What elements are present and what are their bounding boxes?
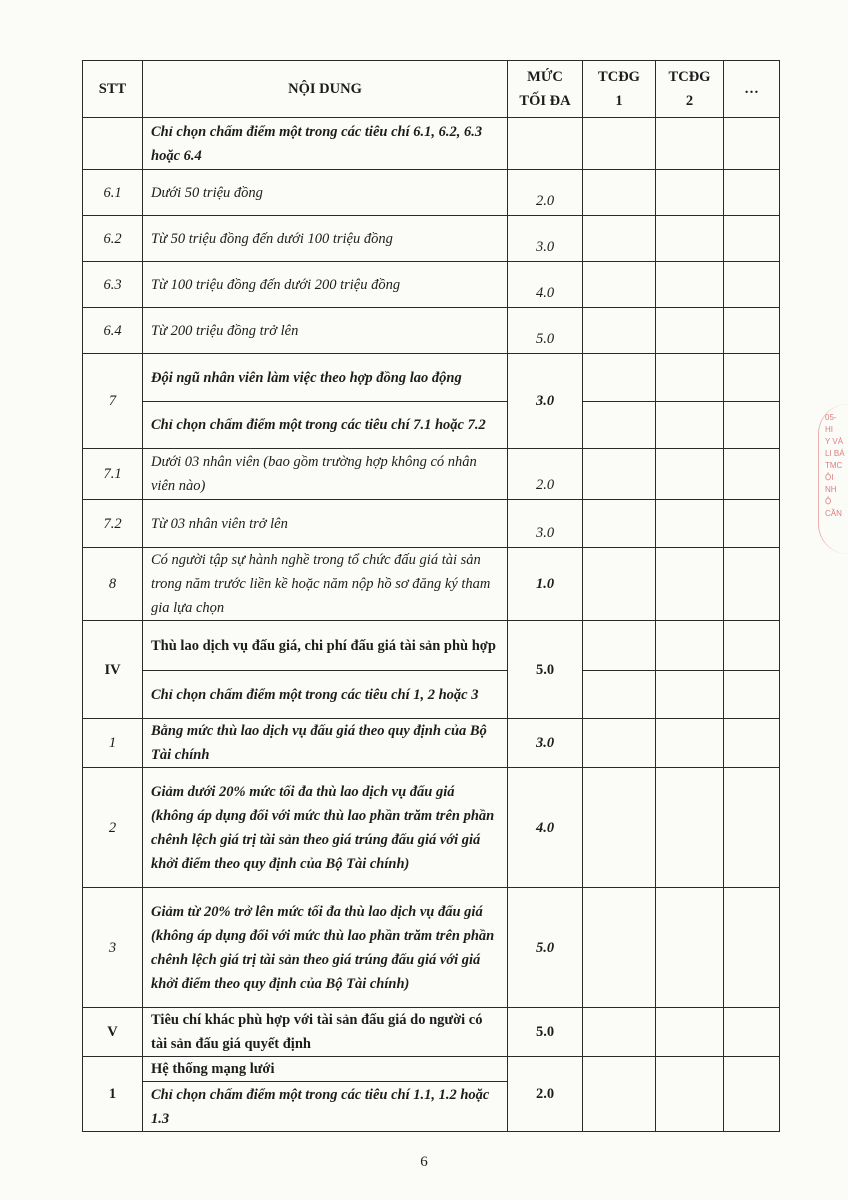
- header-tcdg2: [656, 61, 724, 118]
- table-row: [83, 621, 780, 671]
- content-cell: Tiêu chí khác phù hợp với tài sản đấu giá do người có tài sản đấu giá quyết định: [143, 1008, 508, 1057]
- tcdg1-cell: [583, 671, 656, 719]
- tcdg1-cell: [583, 500, 656, 548]
- score-cell: 2.0: [508, 170, 583, 216]
- score-cell: 1.0: [508, 548, 583, 621]
- score-cell: 5.0: [508, 308, 583, 354]
- stt-cell: 2: [83, 768, 143, 888]
- score-cell: 3.0: [508, 719, 583, 768]
- tcdg2-cell: [656, 262, 724, 308]
- tcdg2-cell: [656, 671, 724, 719]
- content-cell: Có người tập sự hành nghề trong tổ chức đấu giá tài sản trong năm trước liền kề hoặc năm nộp hồ sơ đăng ký tham gia lựa chọn: [143, 548, 508, 621]
- more-cell: [724, 500, 780, 548]
- stamp-line: 05-: [825, 413, 837, 422]
- stamp-line: NH: [825, 485, 837, 494]
- tcdg2-cell: [656, 118, 724, 170]
- header-stt: STT: [83, 61, 143, 118]
- header-tcdg1-line1: TCĐG: [598, 69, 640, 85]
- more-cell: [724, 621, 780, 671]
- table-row: [83, 500, 780, 548]
- more-cell: [724, 216, 780, 262]
- stamp-line: ỘI: [825, 473, 834, 482]
- tcdg2-cell: [656, 170, 724, 216]
- table-row: [83, 308, 780, 354]
- tcdg1-cell: [583, 768, 656, 888]
- score-cell: 3.0: [508, 500, 583, 548]
- stamp-line: Y VÀ: [825, 437, 844, 446]
- more-cell: [724, 548, 780, 621]
- tcdg1-cell: [583, 548, 656, 621]
- score-cell: 4.0: [508, 768, 583, 888]
- tcdg2-cell: [656, 354, 724, 402]
- tcdg2-cell: [656, 719, 724, 768]
- stt-cell: IV: [83, 621, 143, 719]
- header-row: [83, 61, 780, 118]
- tcdg2-cell: [656, 500, 724, 548]
- more-cell: [724, 671, 780, 719]
- stt-cell: 1: [83, 1057, 143, 1132]
- stt-cell: 1: [83, 719, 143, 768]
- tcdg1-cell: [583, 216, 656, 262]
- table-row: [83, 1057, 780, 1082]
- content-cell: Hệ thống mạng lưới: [143, 1057, 508, 1082]
- more-cell: [724, 354, 780, 402]
- table-row: [83, 402, 780, 449]
- table-row: [83, 449, 780, 500]
- content-cell: Từ 200 triệu đồng trở lên: [143, 308, 508, 354]
- content-cell: Đội ngũ nhân viên làm việc theo hợp đồng lao động: [143, 354, 508, 402]
- tcdg2-cell: [656, 402, 724, 449]
- stt-cell: 6.1: [83, 170, 143, 216]
- more-cell: [724, 449, 780, 500]
- tcdg1-cell: [583, 449, 656, 500]
- content-cell: Chỉ chọn chấm điểm một trong các tiêu chí 7.1 hoặc 7.2: [143, 402, 508, 449]
- tcdg1-cell: [583, 1008, 656, 1057]
- score-cell: 2.0: [508, 449, 583, 500]
- stt-cell: 8: [83, 548, 143, 621]
- table-row: [83, 170, 780, 216]
- header-tcdg2-line1: TCĐG: [668, 69, 711, 85]
- criteria-table: [82, 60, 780, 1132]
- stt-cell: 6.2: [83, 216, 143, 262]
- table-row: [83, 262, 780, 308]
- header-max-line1: MỨC: [527, 69, 563, 85]
- content-cell: Bằng mức thù lao dịch vụ đấu giá theo quy định của Bộ Tài chính: [143, 719, 508, 768]
- content-cell: Từ 100 triệu đồng đến dưới 200 triệu đồng: [143, 262, 508, 308]
- tcdg1-cell: [583, 118, 656, 170]
- score-cell: 3.0: [508, 216, 583, 262]
- content-cell: Từ 50 triệu đồng đến dưới 100 triệu đồng: [143, 216, 508, 262]
- tcdg2-cell: [656, 621, 724, 671]
- tcdg2-cell: [656, 1057, 724, 1132]
- content-cell: Dưới 03 nhân viên (bao gồm trường hợp không có nhân viên nào): [143, 449, 508, 500]
- stamp-line: Ộ: [825, 497, 832, 506]
- stt-cell: 7.1: [83, 449, 143, 500]
- stt-cell: [83, 118, 143, 170]
- header-tcdg1: [583, 61, 656, 118]
- header-max-score: [508, 61, 583, 118]
- tcdg1-cell: [583, 308, 656, 354]
- stamp-line: TMC: [825, 461, 843, 470]
- content-cell: Thù lao dịch vụ đấu giá, chi phí đấu giá tài sản phù hợp: [143, 621, 508, 671]
- score-cell: 3.0: [508, 354, 583, 449]
- more-cell: [724, 719, 780, 768]
- tcdg1-cell: [583, 262, 656, 308]
- tcdg1-cell: [583, 888, 656, 1008]
- table-row: [83, 354, 780, 402]
- tcdg1-cell: [583, 402, 656, 449]
- tcdg1-cell: [583, 1057, 656, 1132]
- score-cell: [508, 118, 583, 170]
- content-cell: Chỉ chọn chấm điểm một trong các tiêu chí 6.1, 6.2, 6.3 hoặc 6.4: [143, 118, 508, 170]
- stt-cell: V: [83, 1008, 143, 1057]
- page-number: 6: [420, 1154, 428, 1170]
- tcdg2-cell: [656, 888, 724, 1008]
- score-cell: 5.0: [508, 1008, 583, 1057]
- more-cell: [724, 262, 780, 308]
- tcdg2-cell: [656, 548, 724, 621]
- header-tcdg1-line2: 1: [615, 93, 623, 109]
- stt-cell: 6.4: [83, 308, 143, 354]
- content-cell: Dưới 50 triệu đồng: [143, 170, 508, 216]
- more-cell: [724, 118, 780, 170]
- more-cell: [724, 170, 780, 216]
- content-cell: Chỉ chọn chấm điểm một trong các tiêu chí 1.1, 1.2 hoặc 1.3: [143, 1082, 508, 1132]
- red-stamp-partial: [818, 404, 848, 554]
- stt-cell: 7: [83, 354, 143, 449]
- tcdg1-cell: [583, 354, 656, 402]
- table-row: [83, 768, 780, 888]
- tcdg2-cell: [656, 308, 724, 354]
- tcdg2-cell: [656, 768, 724, 888]
- table-row: [83, 671, 780, 719]
- content-cell: Giảm dưới 20% mức tối đa thù lao dịch vụ đấu giá (không áp dụng đối với mức thù lao phần trăm trên phần chênh lệch giá trị tài sản theo giá trúng đấu giá với giá khởi điểm theo quy định của Bộ Tài chính): [143, 768, 508, 888]
- stt-cell: 6.3: [83, 262, 143, 308]
- more-cell: [724, 768, 780, 888]
- header-more: …: [724, 61, 780, 118]
- table-row: [83, 118, 780, 170]
- header-max-line2: TỐI ĐA: [519, 93, 571, 109]
- stamp-line: LI BÁ: [825, 449, 845, 458]
- score-cell: 5.0: [508, 621, 583, 719]
- more-cell: [724, 308, 780, 354]
- tcdg1-cell: [583, 621, 656, 671]
- more-cell: [724, 1057, 780, 1132]
- tcdg2-cell: [656, 216, 724, 262]
- content-cell: Chỉ chọn chấm điểm một trong các tiêu chí 1, 2 hoặc 3: [143, 671, 508, 719]
- more-cell: [724, 888, 780, 1008]
- score-cell: 4.0: [508, 262, 583, 308]
- stt-cell: 7.2: [83, 500, 143, 548]
- tcdg2-cell: [656, 1008, 724, 1057]
- content-cell: Giảm từ 20% trở lên mức tối đa thù lao dịch vụ đấu giá (không áp dụng đối với mức thù lao phần trăm trên phần chênh lệch giá trị tài sản theo giá trúng đấu giá với giá khởi điểm theo quy định của Bộ Tài chính): [143, 888, 508, 1008]
- table-row: [83, 548, 780, 621]
- stt-cell: 3: [83, 888, 143, 1008]
- table-row: [83, 1008, 780, 1057]
- header-content: NỘI DUNG: [143, 61, 508, 118]
- more-cell: [724, 402, 780, 449]
- stamp-line: HI: [825, 425, 833, 434]
- table-row: [83, 888, 780, 1008]
- tcdg1-cell: [583, 719, 656, 768]
- table-row: [83, 216, 780, 262]
- header-tcdg2-line2: 2: [685, 93, 694, 109]
- content-cell: Từ 03 nhân viên trở lên: [143, 500, 508, 548]
- table-row: [83, 719, 780, 768]
- stamp-line: CẦN: [825, 509, 842, 518]
- more-cell: [724, 1008, 780, 1057]
- tcdg1-cell: [583, 170, 656, 216]
- score-cell: 2.0: [508, 1057, 583, 1132]
- score-cell: 5.0: [508, 888, 583, 1008]
- tcdg2-cell: [656, 449, 724, 500]
